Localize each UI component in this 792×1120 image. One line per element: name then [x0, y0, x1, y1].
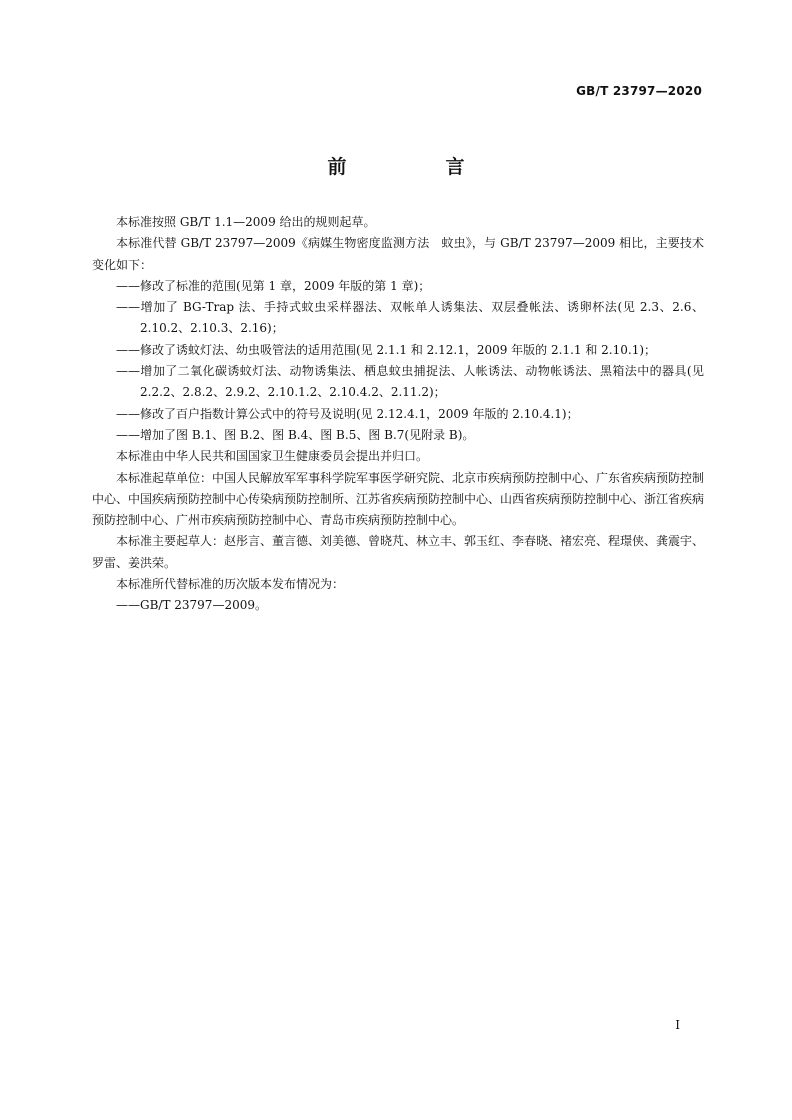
paragraph: 本标准代替 GB/T 23797—2009《病媒生物密度监测方法 蚊虫》，与 GB/T 23797—2009 相比，主要技术变化如下：	[92, 236, 704, 272]
page-number: I	[675, 1018, 680, 1032]
list-item: ——修改了标准的范围(见第 1 章，2009 年版的第 1 章)；	[116, 278, 431, 293]
list-item: ——增加了二氧化碳诱蚊灯法、动物诱集法、栖息蚊虫捕捉法、人帐诱法、动物帐诱法、黑箱法中的器具(见 2.2.2、2.8.2、2.9.2、2.10.1.2、2.10.4.2、2.11.2)；	[116, 364, 704, 400]
list-item: ——GB/T 23797—2009。	[116, 598, 267, 613]
paragraph: 本标准主要起草人：赵彤言、董言德、刘美德、曾晓芃、林立丰、郭玉红、李春晓、褚宏亮、程璟侠、龚震宇、罗雷、姜洪荣。	[92, 534, 705, 570]
page-title: 前 言	[327, 156, 505, 178]
paragraph: 本标准所代替标准的历次版本发布情况为：	[116, 577, 345, 592]
list-item: ——增加了 BG-Trap 法、手持式蚊虫采样器法、双帐单人诱集法、双层叠帐法、诱卵杯法(见 2.3、2.6、2.10.2、2.10.3、2.16)；	[116, 300, 704, 336]
paragraph: 本标准由中华人民共和国国家卫生健康委员会提出并归口。	[116, 449, 429, 464]
paragraph: 本标准起草单位：中国人民解放军军事科学院军事医学研究院、北京市疾病预防控制中心、广东省疾病预防控制中心、中国疾病预防控制中心传染病预防控制所、江苏省疾病预防控制中心、山西省疾病预防控制中心、浙江省疾病预防控制中心、广州市疾病预防控制中心、青岛市疾病预防控制中心。	[92, 470, 705, 528]
list-item: ——修改了诱蚊灯法、幼虫吸管法的适用范围(见 2.1.1 和 2.12.1，2009 年版的 2.1.1 和 2.10.1)；	[116, 342, 657, 357]
document-body	[92, 212, 704, 617]
list-item: ——增加了图 B.1、图 B.2、图 B.4、图 B.5、图 B.7(见附录 B)。	[116, 427, 475, 442]
list-item: ——修改了百户指数计算公式中的符号及说明(见 2.12.4.1，2009 年版的 2.10.4.1)；	[116, 406, 579, 421]
paragraph: 本标准按照 GB/T 1.1—2009 给出的规则起草。	[116, 215, 376, 229]
standard-code: GB/T 23797—2020	[576, 84, 702, 98]
